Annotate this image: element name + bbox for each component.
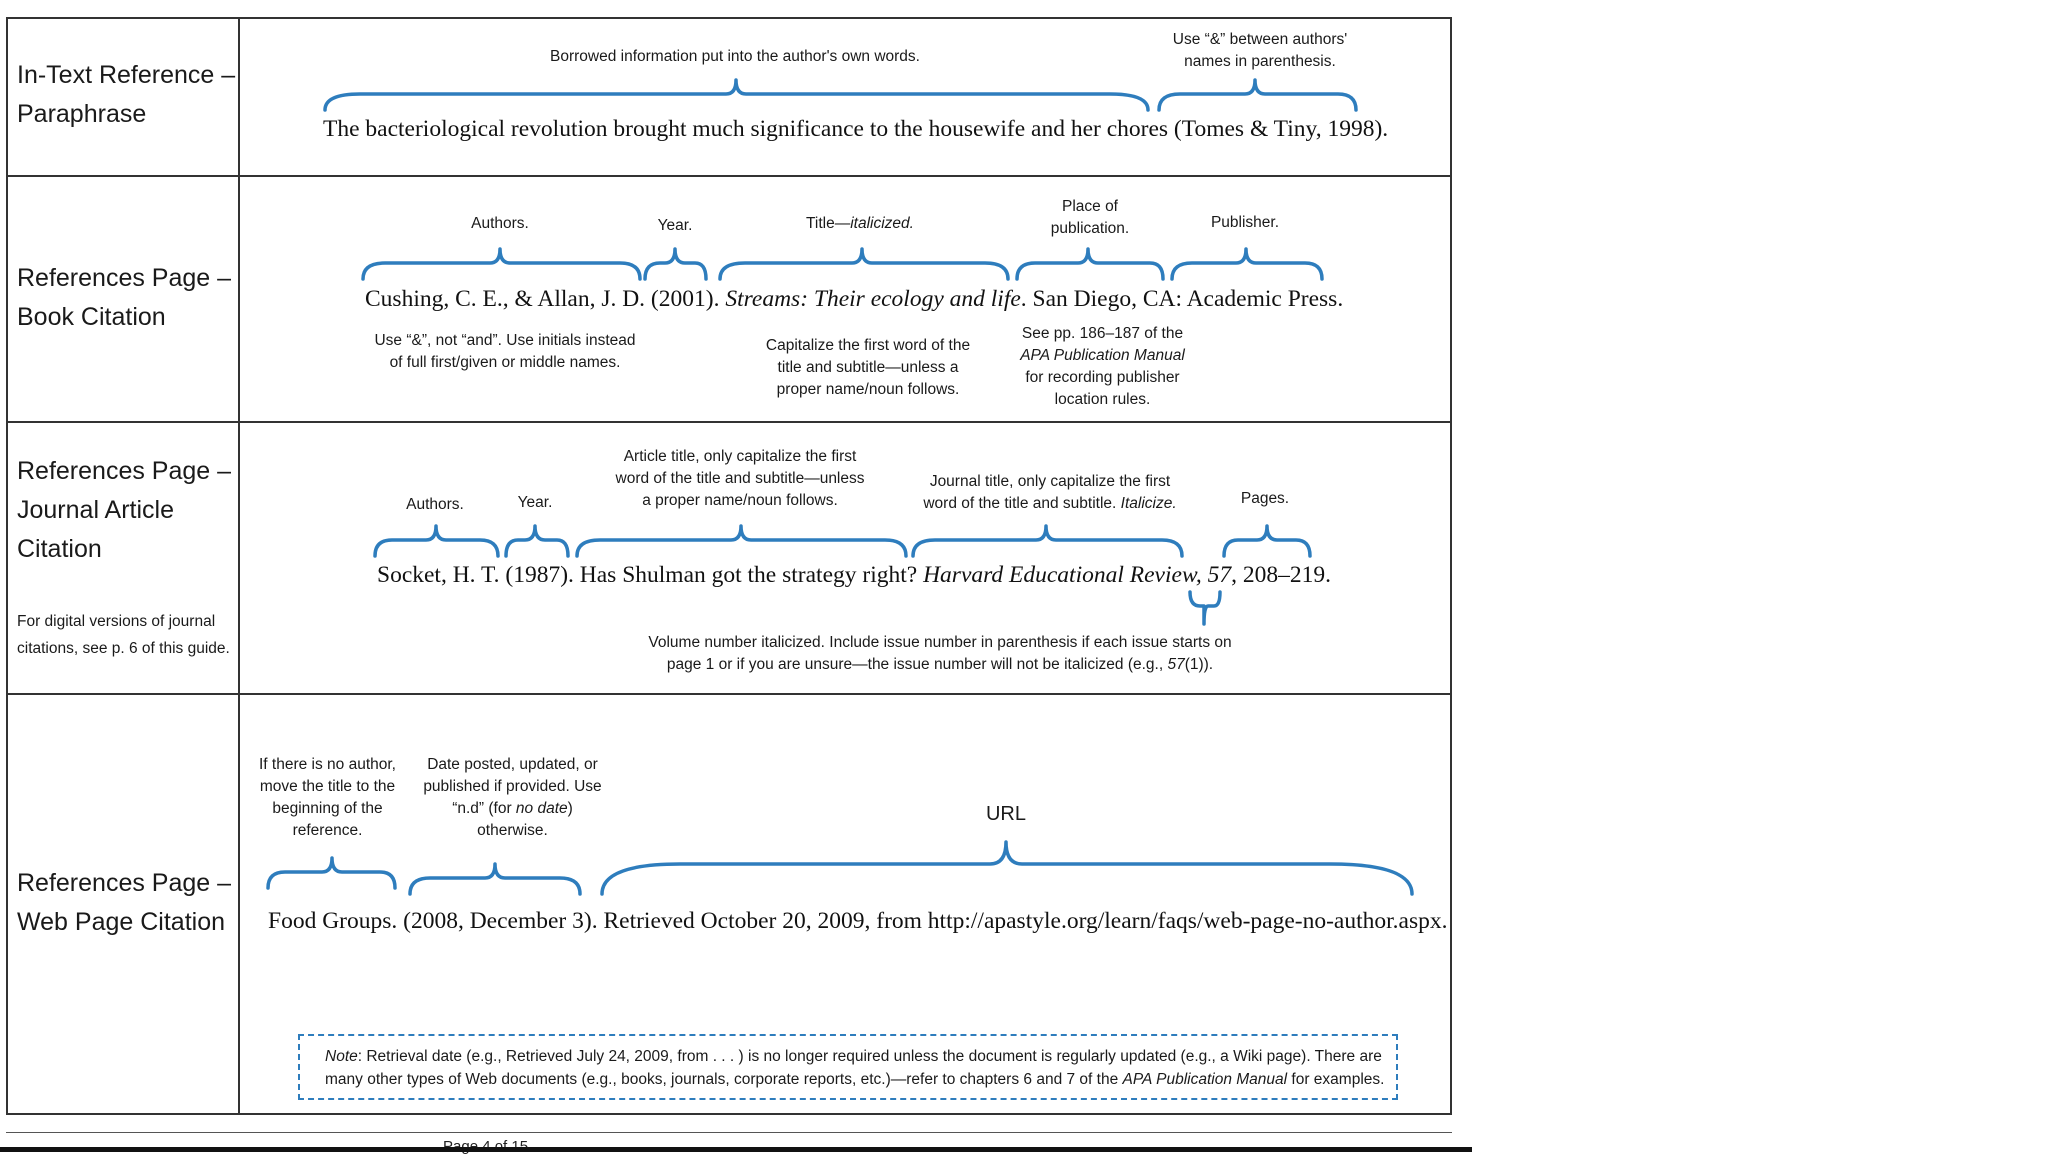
annotation-ampersand-parenthesis: Use “&” between authors' names in parenthesis. xyxy=(1172,31,1348,70)
brace-journal-pages xyxy=(1224,526,1310,556)
bottom-bar xyxy=(0,1147,1472,1152)
row-divider-1 xyxy=(6,175,1452,177)
annotation-journal-pages: Pages. xyxy=(1240,490,1290,507)
annotation-web-url: URL xyxy=(985,803,1026,825)
annotation-book-authors: Authors. xyxy=(471,215,529,232)
citation-book: Cushing, C. E., & Allan, J. D. (2001). Streams: Their ecology and life. San Diego, CA: Academic Press. xyxy=(365,286,1344,312)
annotation-journal-article-title: Article title, only capitalize the first word of the title and subtitle—unless a proper name/noun follows. xyxy=(615,448,865,509)
annotation-journal-year: Year. xyxy=(517,494,553,511)
annotation-book-location-rules: See pp. 186–187 of the APA Publication Manual for recording publisher location rules. xyxy=(1020,325,1185,408)
brace-journal-year xyxy=(506,526,568,556)
brace-journal-volume xyxy=(1190,592,1220,624)
annotation-journal-volume: Volume number italicized. Include issue number in parenthesis if each issue starts on page 1 or if you are unsure—the issue number will not be italicized (e.g., 57(1)). xyxy=(648,634,1232,673)
row-label-book: References Page – Book Citation xyxy=(17,264,232,331)
brace-book-year xyxy=(645,249,706,279)
brace-web-url xyxy=(602,842,1412,894)
web-retrieval-note: Note: Retrieval date (e.g., Retrieved July 24, 2009, from . . . ) is no longer required unless the document is regularly updated (e.g., a Wiki page). There are many other types of Web documents (e.g., books, journals, corporate reports, etc.)—refer to chapters 6 and 7 of the APA Publication Manual for examples. xyxy=(298,1034,1398,1100)
annotation-borrowed-info: Borrowed information put into the author's own words. xyxy=(550,48,920,65)
row-divider-3 xyxy=(6,693,1452,695)
annotation-book-publisher: Publisher. xyxy=(1210,214,1280,231)
table-border-top xyxy=(6,17,1452,19)
brace-intext-citation xyxy=(1159,80,1356,110)
brace-web-title xyxy=(268,858,395,888)
brace-book-place xyxy=(1017,249,1163,279)
row-label-web: References Page – Web Page Citation xyxy=(17,869,232,936)
annotation-book-initials: Use “&”, not “and”. Use initials instead of full first/given or middle names. xyxy=(374,332,636,371)
citation-paraphrase: The bacteriological revolution brought much significance to the housewife and her chores (Tomes & Tiny, 1998). xyxy=(323,116,1389,142)
brace-paraphrase xyxy=(325,80,1148,110)
annotation-book-capitalize: Capitalize the first word of the title and subtitle—unless a proper name/noun follows. xyxy=(765,337,971,398)
annotation-book-title: Title—italicized. xyxy=(806,215,914,232)
brace-journal-authors xyxy=(375,526,498,556)
row-label-paraphrase: In-Text Reference – Paraphrase xyxy=(17,61,236,128)
annotation-journal-authors: Authors. xyxy=(406,496,464,513)
row-divider-2 xyxy=(6,421,1452,423)
table-border-left xyxy=(6,17,8,1115)
annotation-web-no-author: If there is no author, move the title to the beginning of the reference. xyxy=(258,756,396,839)
brace-journal-title xyxy=(913,526,1182,556)
page-rule xyxy=(6,1132,1452,1133)
brace-web-date xyxy=(410,864,580,894)
annotation-book-year: Year. xyxy=(657,217,693,234)
brace-journal-article-title xyxy=(577,526,906,556)
table-border-bottom xyxy=(6,1113,1452,1115)
column-divider xyxy=(238,17,240,1115)
brace-book-title xyxy=(720,249,1008,279)
row-label-journal: References Page – Journal Article Citation xyxy=(17,457,232,563)
annotation-web-date: Date posted, updated, or published if provided. Use “n.d” (for no date) otherwise. xyxy=(423,756,602,839)
table-border-right xyxy=(1450,17,1452,1115)
citation-web: Food Groups. (2008, December 3). Retrieved October 20, 2009, from http://apastyle.org/learn/faqs/web-page-no-author.aspx. xyxy=(268,908,1448,934)
citation-journal: Socket, H. T. (1987). Has Shulman got the strategy right? Harvard Educational Review, 57, 208–219. xyxy=(377,562,1332,588)
journal-digital-note: For digital versions of journal citations, see p. 6 of this guide. xyxy=(17,613,230,657)
annotation-book-place: Place of publication. xyxy=(1050,198,1130,237)
brace-book-publisher xyxy=(1172,249,1322,279)
brace-book-authors xyxy=(363,249,640,279)
annotation-journal-title: Journal title, only capitalize the first word of the title and subtitle. Italicize. xyxy=(923,473,1177,512)
